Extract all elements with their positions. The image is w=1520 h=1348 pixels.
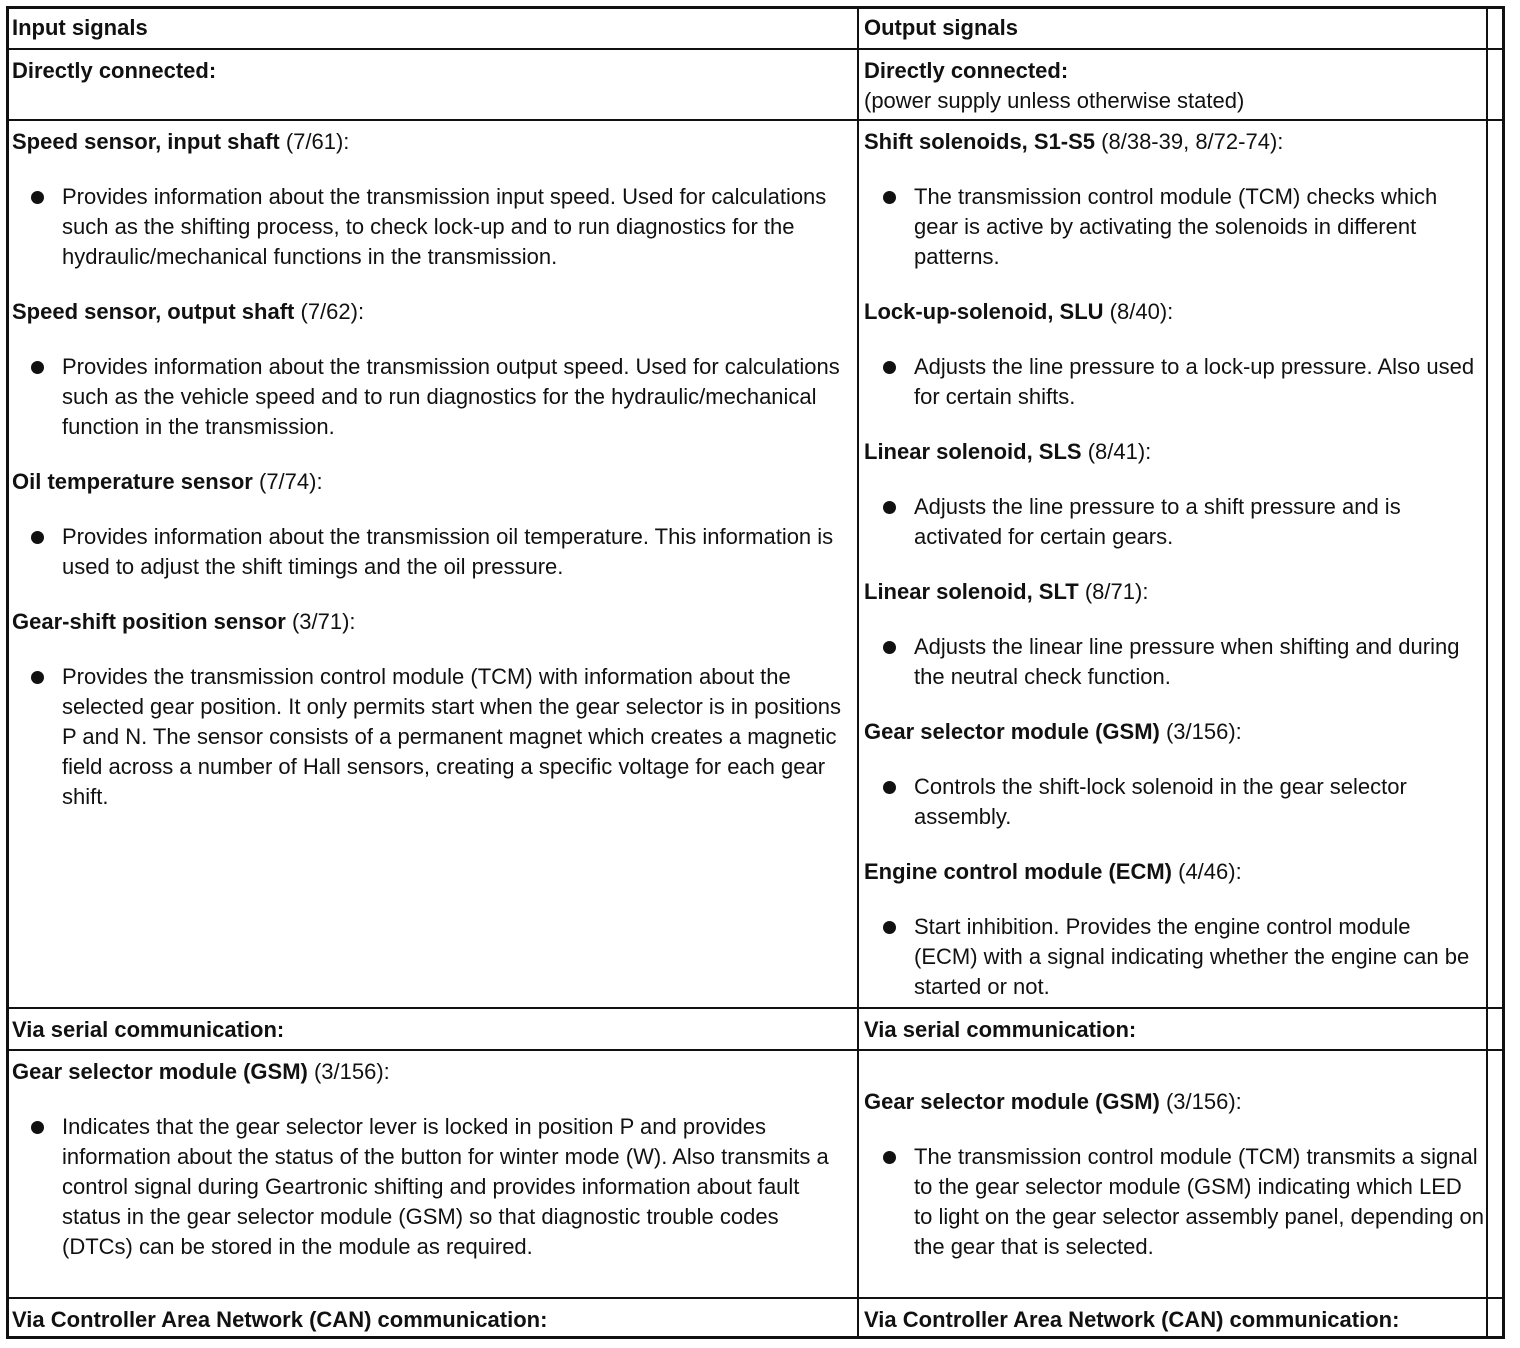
- input-direct-list: [12, 127, 854, 837]
- row-divider: [7, 48, 1505, 50]
- bullet-icon: [31, 531, 44, 544]
- item-text: The transmission control module (TCM) checks which gear is active by activating the solenoids in different patterns.: [914, 184, 1438, 269]
- item-text: Adjusts the line pressure to a shift pressure and is activated for certain gears.: [914, 494, 1401, 549]
- input-directly-connected: Directly connected:: [12, 58, 217, 83]
- item-ref: (3/71):: [285, 609, 356, 634]
- row-divider: [7, 1297, 1505, 1299]
- item-title: Speed sensor, input shaft: [12, 129, 280, 154]
- output-signals-header: Output signals: [864, 15, 1018, 40]
- input-can-title: Via Controller Area Network (CAN) communication:: [12, 1307, 548, 1332]
- output-serial-list: [864, 1087, 1486, 1262]
- item-ref: (3/156):: [1159, 719, 1242, 744]
- item-ref: (7/74):: [252, 469, 323, 494]
- bullet-icon: [883, 191, 896, 204]
- item-text: Start inhibition. Provides the engine control module (ECM) with a signal indicating whether the engine can be started or not.: [914, 914, 1470, 999]
- input-serial-title: Via serial communication:: [12, 1017, 285, 1042]
- list-item: [864, 717, 1479, 832]
- list-item: [12, 1057, 854, 1262]
- item-text: Provides the transmission control module (TCM) with information about the selected gear position. It only permits start when the gear selector is in positions P and N. The sensor consists of a permanent magnet which creates a magnetic field across a number of Hall sensors, creating a specific voltage for each gear shift.: [62, 664, 841, 809]
- item-text: Controls the shift-lock solenoid in the gear selector assembly.: [914, 774, 1407, 829]
- row-divider: [7, 119, 1505, 121]
- item-ref: (8/71):: [1078, 579, 1149, 604]
- list-item: [864, 127, 1479, 272]
- item-ref: (4/46):: [1172, 859, 1242, 884]
- item-ref: (3/156):: [307, 1059, 390, 1084]
- list-item: [864, 1087, 1486, 1262]
- column-divider: [857, 7, 859, 1339]
- list-item: [12, 297, 854, 442]
- item-title: Gear selector module (GSM): [864, 1089, 1160, 1114]
- output-direct-list: [864, 127, 1479, 1002]
- bullet-icon: [31, 191, 44, 204]
- output-serial-title: Via serial communication:: [864, 1017, 1137, 1042]
- input-serial-list: [12, 1057, 854, 1262]
- list-item: [864, 437, 1479, 552]
- item-text: Adjusts the line pressure to a lock-up pressure. Also used for certain shifts.: [914, 354, 1475, 409]
- right-margin-line: [1486, 7, 1488, 1339]
- bullet-icon: [883, 921, 896, 934]
- item-title: Gear selector module (GSM): [12, 1059, 308, 1084]
- item-title: Engine control module (ECM): [864, 859, 1172, 884]
- item-ref: (8/40):: [1103, 299, 1174, 324]
- item-text: Provides information about the transmission input speed. Used for calculations such as the shifting process, to check lock-up and to run diagnostics for the hydraulic/mechanical functions in the transmission.: [62, 184, 827, 269]
- row-divider: [7, 1007, 1505, 1009]
- item-ref: (7/61):: [279, 129, 350, 154]
- bullet-icon: [883, 781, 896, 794]
- item-title: Linear solenoid, SLT: [864, 579, 1079, 604]
- item-ref: (7/62):: [294, 299, 365, 324]
- bullet-icon: [883, 361, 896, 374]
- bullet-icon: [883, 501, 896, 514]
- item-title: Shift solenoids, S1-S5: [864, 129, 1096, 154]
- list-item: [12, 607, 854, 812]
- bullet-icon: [31, 1121, 44, 1134]
- item-title: Lock-up-solenoid, SLU: [864, 299, 1104, 324]
- item-title: Linear solenoid, SLS: [864, 439, 1082, 464]
- item-title: Oil temperature sensor: [12, 469, 253, 494]
- bullet-icon: [31, 671, 44, 684]
- item-ref: (3/156):: [1159, 1089, 1242, 1114]
- item-ref: (8/38-39, 8/72-74):: [1095, 129, 1284, 154]
- item-title: Speed sensor, output shaft: [12, 299, 295, 324]
- output-directly-connected-note: (power supply unless otherwise stated): [864, 88, 1245, 113]
- item-title: Gear selector module (GSM): [864, 719, 1160, 744]
- row-divider: [7, 1049, 1505, 1051]
- item-text: The transmission control module (TCM) transmits a signal to the gear selector module (GSM) indicating which LED to light on the gear selector assembly panel, depending on the gear that is selected.: [914, 1144, 1484, 1259]
- item-text: Adjusts the linear line pressure when shifting and during the neutral check function.: [914, 634, 1460, 689]
- item-text: Indicates that the gear selector lever is locked in position P and provides information about the status of the button for winter mode (W). Also transmits a control signal during Geartronic shifting and provides information about fault status in the gear selector module (GSM) so that diagnostic trouble codes (DTCs) can be stored in the module as required.: [62, 1114, 829, 1259]
- list-item: [864, 297, 1479, 412]
- bullet-icon: [883, 641, 896, 654]
- list-item: [12, 467, 854, 582]
- output-directly-connected-title: Directly connected:: [864, 58, 1069, 83]
- item-title: Gear-shift position sensor: [12, 609, 286, 634]
- bullet-icon: [31, 361, 44, 374]
- item-ref: (8/41):: [1081, 439, 1152, 464]
- bullet-icon: [883, 1151, 896, 1164]
- output-can-title: Via Controller Area Network (CAN) communication:: [864, 1307, 1400, 1332]
- input-signals-header: Input signals: [12, 15, 148, 40]
- list-item: [864, 577, 1479, 692]
- list-item: [12, 127, 854, 272]
- output-directly-connected: [864, 56, 1479, 116]
- item-text: Provides information about the transmission output speed. Used for calculations such as the vehicle speed and to run diagnostics for the hydraulic/mechanical function in the transmission.: [62, 354, 840, 439]
- item-text: Provides information about the transmission oil temperature. This information is used to adjust the shift timings and the oil pressure.: [62, 524, 834, 579]
- list-item: [864, 857, 1479, 1002]
